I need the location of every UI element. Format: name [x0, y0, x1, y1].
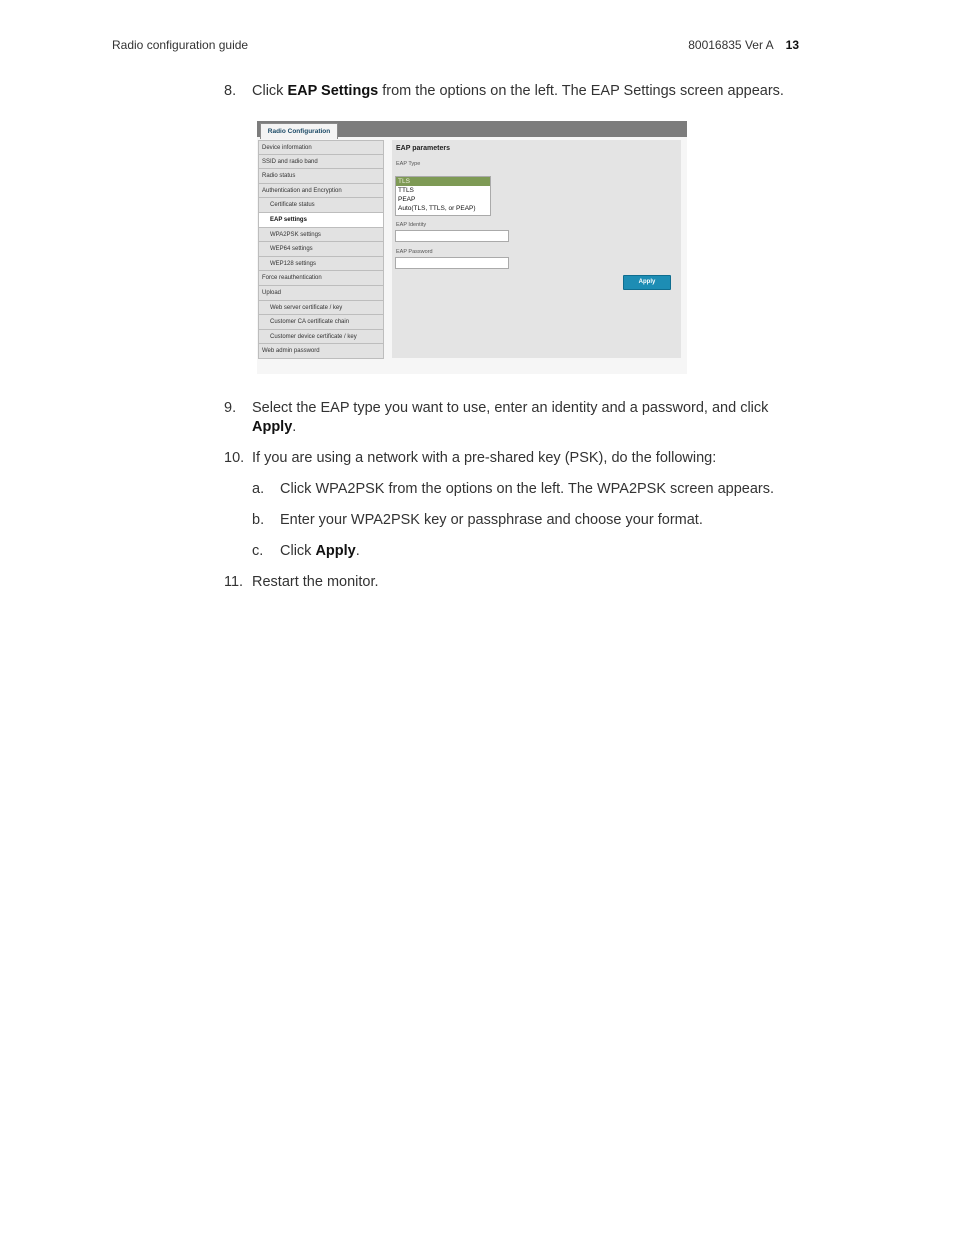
eap-option-ttls[interactable]: TTLS: [398, 187, 414, 194]
page-number: 13: [785, 38, 799, 52]
step-number: 8.: [224, 83, 237, 99]
eap-parameters-panel: [392, 140, 681, 358]
eap-password-input[interactable]: [395, 257, 509, 269]
eap-type-label: EAP Type: [396, 161, 421, 167]
eap-identity-label: EAP Identity: [396, 222, 427, 228]
step-number: 10.: [224, 450, 245, 466]
eap-password-label: EAP Password: [396, 249, 433, 255]
sidebar-item-upload[interactable]: Upload: [258, 286, 384, 301]
eap-type-listbox[interactable]: [395, 176, 491, 216]
sidebar-item-force-reauthentication[interactable]: Force reauthentication: [258, 271, 384, 286]
running-header-title: Radio configuration guide: [112, 38, 249, 52]
sidebar-item-customer-ca-chain[interactable]: Customer CA certificate chain: [258, 315, 384, 330]
sidebar-item-ssid-radio-band[interactable]: SSID and radio band: [258, 155, 384, 170]
sidebar-item-device-information[interactable]: Device information: [258, 140, 384, 155]
sidebar-item-customer-device-certificate[interactable]: Customer device certificate / key: [258, 330, 384, 345]
eap-option-tls[interactable]: TLS: [396, 177, 490, 186]
step-text: Restart the monitor.: [252, 574, 379, 590]
sidebar-item-eap-settings[interactable]: EAP settings: [258, 213, 384, 228]
sidebar-item-web-server-certificate[interactable]: Web server certificate / key: [258, 301, 384, 316]
sidebar-item-radio-status[interactable]: Radio status: [258, 169, 384, 184]
substep-text: Click WPA2PSK from the options on the left. The WPA2PSK screen appears.: [280, 481, 775, 497]
tab-radio-configuration[interactable]: Radio Configuration: [260, 123, 338, 139]
substep-letter: a.: [252, 481, 265, 497]
eap-identity-input[interactable]: [395, 230, 509, 242]
sidebar-item-authentication[interactable]: Authentication and Encryption: [258, 184, 384, 199]
sidebar-item-wep128-settings[interactable]: WEP128 settings: [258, 257, 384, 272]
substep-text: Click Apply.: [280, 543, 360, 559]
step-number: 11.: [224, 574, 244, 590]
step-text: If you are using a network with a pre-shared key (PSK), do the following:: [252, 450, 717, 466]
apply-button[interactable]: Apply: [623, 275, 671, 290]
eap-option-auto[interactable]: Auto(TLS, TTLS, or PEAP): [398, 205, 476, 212]
sidebar-item-web-admin-password[interactable]: Web admin password: [258, 344, 384, 359]
step-text: Select the EAP type you want to use, enter an identity and a password, and click Apply.: [252, 400, 769, 435]
sidebar: [258, 140, 384, 359]
substep-letter: b.: [252, 512, 265, 528]
sidebar-item-wep64-settings[interactable]: WEP64 settings: [258, 242, 384, 257]
eap-option-peap[interactable]: PEAP: [398, 196, 416, 203]
running-header-docinfo: [688, 38, 799, 52]
step-text: Click EAP Settings from the options on the left. The EAP Settings screen appears.: [252, 83, 784, 99]
radio-config-screenshot: [257, 121, 687, 374]
sidebar-item-wpa2psk-settings[interactable]: WPA2PSK settings: [258, 228, 384, 243]
substep-letter: c.: [252, 543, 264, 559]
doc-number: 80016835 Ver A: [688, 38, 774, 52]
substep-text: Enter your WPA2PSK key or passphrase and choose your format.: [280, 512, 703, 528]
panel-title: EAP parameters: [396, 145, 450, 152]
step-number: 9.: [224, 400, 237, 416]
sidebar-item-certificate-status[interactable]: Certificate status: [258, 198, 384, 213]
